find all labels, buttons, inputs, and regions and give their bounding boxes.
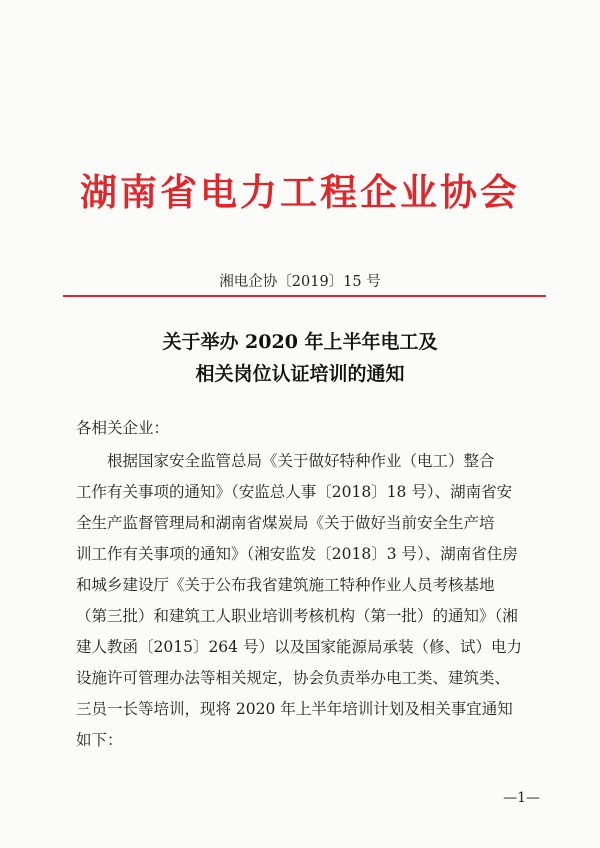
document-number: 湘电企协〔2019〕15 号 [219, 274, 381, 290]
organization-letterhead: 湖南省电力工程企业协会 [80, 170, 520, 214]
red-divider-line [63, 295, 546, 297]
body-line: 建人教函〔2015〕264 号）以及国家能源局承装（修、试）电力 [76, 638, 522, 656]
body-line: 三员一长等培训，现将 2020 年上半年培训计划及相关事宜通知 [76, 700, 513, 718]
body-line: 工作有关事项的通知》（安监总人事〔2018〕18 号）、湖南省安 [76, 483, 513, 501]
salutation: 各相关企业： [76, 419, 170, 437]
notice-title [0, 326, 600, 390]
body-line: 根据国家安全监管总局《关于做好特种作业（电工）整合 [107, 452, 495, 470]
notice-title-line-1: 关于举办 2020 年上半年电工及 [162, 331, 438, 353]
body-line: （第三批）和建筑工人职业培训考核机构（第一批）的通知》（湘 [76, 607, 518, 625]
notice-body [76, 446, 536, 756]
notice-title-line-2: 相关岗位认证培训的通知 [195, 363, 405, 385]
page-number: —1— [503, 790, 540, 806]
body-line: 全生产监督管理局和湖南省煤炭局《关于做好当前安全生产培 [76, 514, 495, 532]
body-line: 训工作有关事项的通知》（湘安监发〔2018〕3 号）、湖南省住房 [76, 545, 518, 563]
body-line: 设施许可管理办法等相关规定，协会负责举办电工类、建筑类、 [76, 669, 511, 687]
body-line: 和城乡建设厅《关于公布我省建筑施工特种作业人员考核基地 [76, 576, 495, 594]
body-line: 如下： [76, 731, 123, 749]
